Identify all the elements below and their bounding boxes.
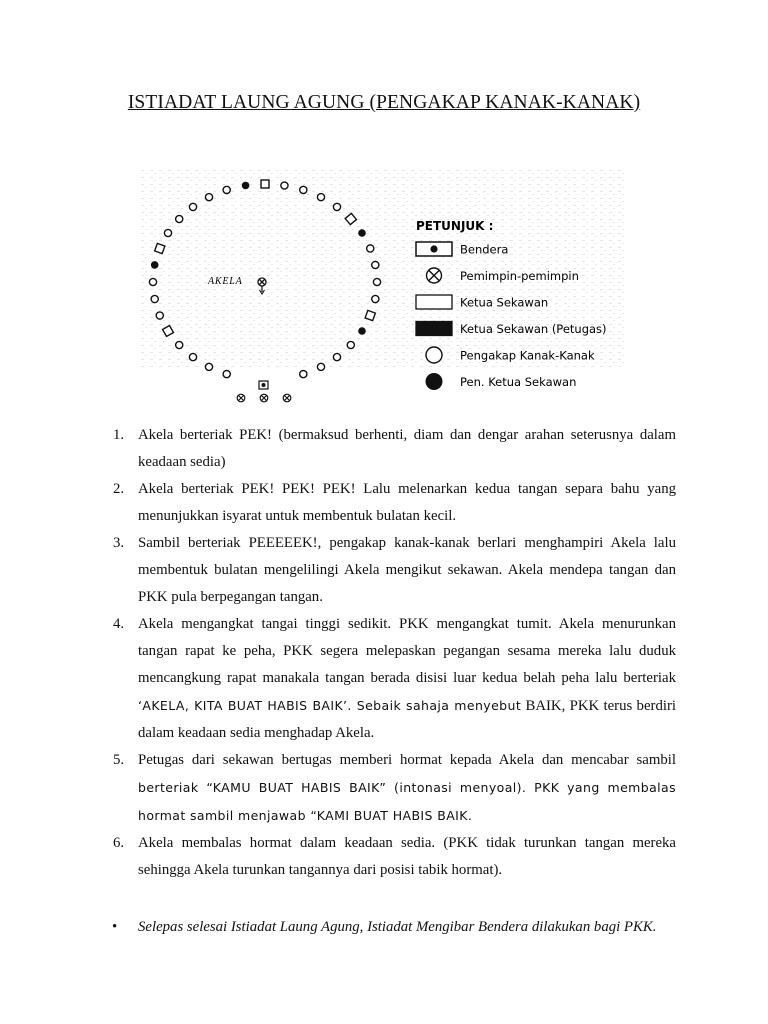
scout-marker — [365, 310, 375, 320]
scout-marker — [261, 180, 269, 188]
bullet-icon: • — [112, 919, 118, 935]
scout-marker — [223, 186, 230, 193]
step-2: 2. Akela berteriak PEK! PEK! PEK! Lalu melenarkan kedua tangan separa bahu yang menunjukkan isyarat untuk membentuk bulatan kecil. — [113, 481, 676, 524]
scout-marker — [317, 194, 324, 201]
formation-diagram — [140, 168, 625, 408]
legend-label: Pemimpin-pemimpin — [460, 269, 579, 283]
legend-item-flag — [416, 242, 508, 257]
flag-symbol — [259, 381, 268, 389]
scout-marker — [205, 194, 212, 201]
leader-icon — [427, 268, 442, 283]
scout-marker — [205, 363, 212, 370]
scout-marker — [149, 278, 156, 285]
scout-marker — [189, 353, 196, 360]
step-3: 3. Sambil berteriak PEEEEEK!, pengakap kanak-kanak berlari menghampiri Akela lalu membentuk bulatan mengelilingi Akela mengikut sekawan. Akela mendepa tangan dan PKK pula berpegangan tangan. — [113, 535, 676, 605]
scout-marker — [176, 215, 183, 222]
circle-filled-icon — [426, 373, 443, 390]
scout-marker — [155, 243, 165, 253]
legend-label: Bendera — [460, 242, 509, 257]
step-1: 1. Akela berteriak PEK! (bermaksud berhenti, diam dan dengar arahan seterusnya dalam keadaan sedia) — [113, 427, 676, 470]
scout-marker — [300, 186, 307, 193]
formation-svg — [140, 168, 625, 408]
square-open-icon — [416, 295, 452, 309]
scout-marker — [358, 229, 366, 237]
step-6: 6. Akela membalas hormat dalam keadaan sedia. (PKK tidak turunkan tangan mereka sehingga Akela turunkan tangannya dari posisi tabik hormat). — [113, 835, 676, 878]
scout-marker — [151, 295, 158, 302]
legend-title: PETUNJUK : — [416, 219, 494, 233]
scout-marker — [242, 182, 250, 190]
scout-marker — [358, 327, 366, 335]
page-title: ISTIADAT LAUNG AGUNG (PENGAKAP KANAK-KANAK) — [127, 92, 641, 113]
legend-item-square-open — [416, 295, 548, 310]
flag-icon — [416, 242, 452, 256]
scout-marker — [333, 203, 340, 210]
leader-icon — [237, 394, 245, 402]
scout-marker — [176, 341, 183, 348]
square-filled-icon — [416, 322, 452, 336]
step-5: 5. Petugas dari sekawan bertugas memberi hormat kepada Akela dan mencabar sambil berteriak “KAMU BUAT HABIS BAIK” (intonasi menyoal). PKK yang membalas hormat sambil menjawab “KAMI BUAT HABIS BAIK. — [113, 752, 676, 823]
leader-icon — [260, 394, 268, 402]
scout-marker — [300, 370, 307, 377]
legend-label: Ketua Sekawan (Petugas) — [460, 322, 607, 336]
scout-marker — [347, 341, 354, 348]
circle-open-icon — [426, 347, 442, 363]
legend-label: Ketua Sekawan — [460, 295, 549, 310]
steps-list — [108, 422, 676, 884]
scout-marker — [156, 312, 163, 319]
leader-icon — [283, 394, 291, 402]
legend-item-circle-filled — [426, 373, 577, 390]
leaders-row — [237, 394, 291, 402]
scout-marker — [372, 295, 379, 302]
scout-marker — [164, 229, 171, 236]
scout-marker — [223, 370, 230, 377]
scout-marker — [367, 245, 374, 252]
step-4: 4. Akela mengangkat tangai tinggi sedikit. PKK mengangkat tumit. Akela menurunkan tangan rapat ke peha, PKK segera melepaskan pegangan sesama mereka lalu duduk mencangkung rapat manakala tangan berada disisi luar kedua belah peha lalu berteriak ‘AKELA, KITA BUAT HABIS BAIK’. Sebaik sahaja menyebut BAIK, PKK terus berdiri dalam keadaan sedia menghadap Akela. — [113, 616, 676, 741]
legend-label: Pen. Ketua Sekawan — [460, 375, 577, 389]
scout-marker — [189, 203, 196, 210]
scout-marker — [373, 278, 380, 285]
akela-label: AKELA — [208, 276, 243, 287]
legend-item-square-filled — [416, 322, 607, 337]
closing-note: • Selepas selesai Istiadat Laung Agung, Istiadat Mengibar Bendera dilakukan bagi PKK. — [112, 919, 657, 935]
scout-marker — [281, 182, 288, 189]
scout-marker — [372, 261, 379, 268]
scout-marker — [317, 363, 324, 370]
scout-marker — [333, 353, 340, 360]
scout-marker — [151, 261, 159, 269]
legend-label: Pengakap Kanak-Kanak — [460, 348, 595, 363]
